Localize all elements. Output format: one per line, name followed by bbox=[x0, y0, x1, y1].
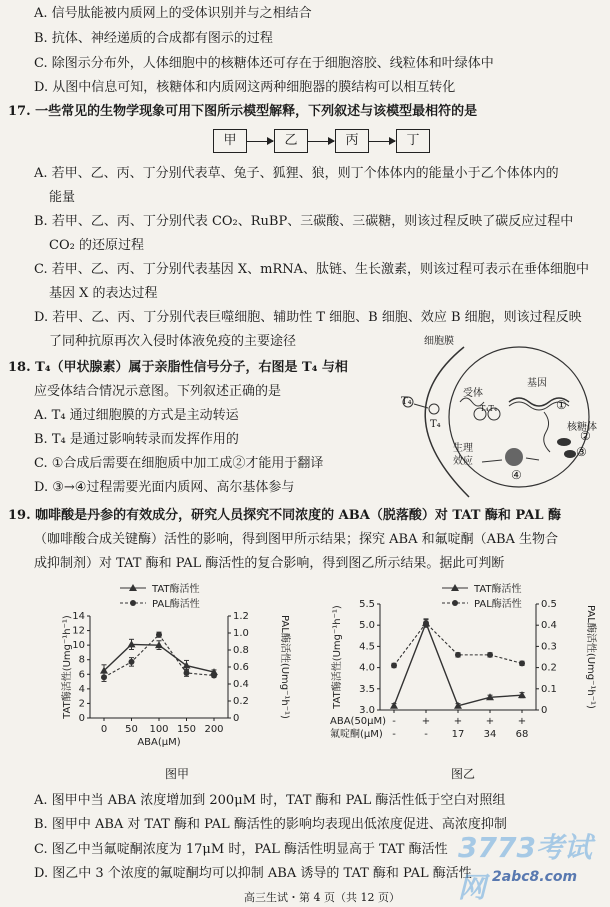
q16-option-d: D. 从图中信息可知，核糖体和内质网这两种细胞器的膜结构可以相互转化 bbox=[34, 80, 456, 95]
chart-yi-point-pal bbox=[487, 652, 493, 658]
q19-stem-2: （咖啡酸合成关键酶）活性的影响，得到图甲所示结果；探究 ABA 和氟啶酮（ABA 生物合 bbox=[34, 532, 559, 547]
chart-jia-ytick-left-label: 4 bbox=[78, 683, 85, 695]
arrow-to-effect bbox=[482, 460, 502, 462]
ribosome-2 bbox=[564, 450, 576, 458]
q19-option-c: C. 图乙中当氟啶酮浓度为 17μM 时，PAL 酶活性明显高于 TAT 酶活性 bbox=[34, 842, 448, 857]
arrow-to-protein bbox=[526, 458, 539, 460]
mrna-path bbox=[544, 412, 550, 452]
chart-yi-xrow-value: - bbox=[392, 716, 396, 727]
chart-jia-ylabel-right: PAL酶活性(Umg⁻¹h⁻¹) bbox=[279, 615, 290, 719]
chart-yi bbox=[330, 580, 602, 764]
chart-yi-xrow-value: + bbox=[421, 716, 431, 727]
q18-option-b: B. T₄ 是通过影响转录而发挥作用的 bbox=[34, 432, 239, 447]
q17-option-c-cont: 基因 X 的表达过程 bbox=[49, 286, 158, 301]
chart-jia bbox=[60, 580, 310, 764]
chart-jia-xtick-label: 100 bbox=[149, 724, 169, 735]
chart-yi-ytick-left-label: 3.0 bbox=[359, 705, 375, 716]
label-t4-inside: T₄ bbox=[430, 419, 441, 430]
q17-option-b-cont: CO₂ 的还原过程 bbox=[49, 238, 144, 253]
chart-jia-ytick-left-label: 12 bbox=[72, 625, 85, 637]
chart-yi-legend-label: PAL酶活性 bbox=[474, 599, 522, 610]
chart-yi-ytick-left-label: 3.5 bbox=[359, 683, 375, 695]
q19-option-a: A. 图甲中当 ABA 浓度增加到 200μM 时，TAT 酶和 PAL 酶活性低于空白对照组 bbox=[34, 793, 506, 808]
q17-stem: 17. 一些常见的生物学现象可用下图所示模型解释，下列叙述与该模型最相符的是 bbox=[8, 104, 478, 119]
q18-option-d: D. ③→④过程需要光面内质网、高尔基体参与 bbox=[34, 480, 295, 495]
q19-stem-1: 19. 咖啡酸是丹参的有效成分，研究人员探究不同浓度的 ABA（脱落酸）对 TAT 酶和 PAL 酶 bbox=[8, 508, 562, 523]
q17-box-jia: 甲 bbox=[213, 129, 247, 153]
q16-option-a: A. 信号肽能被内质网上的受体识别并与之相结合 bbox=[34, 6, 312, 21]
chart-jia-xlabel: ABA(μM) bbox=[137, 737, 181, 748]
chart-yi-xrow-value: - bbox=[392, 729, 396, 740]
watermark-brand: 3773考试网 bbox=[458, 831, 592, 904]
chart-yi-ytick-right-label: 0.5 bbox=[541, 599, 557, 610]
chart-jia-ytick-right-label: 0.2 bbox=[233, 696, 249, 707]
chart-jia-ytick-left-label: 0 bbox=[78, 713, 85, 724]
chart-jia-point-pal bbox=[101, 674, 107, 680]
label-receptor: 受体 bbox=[463, 388, 483, 399]
chart-yi-xrow-value: 34 bbox=[483, 729, 497, 740]
chart-jia-point-pal bbox=[211, 673, 217, 679]
q17-option-a-cont: 能量 bbox=[49, 190, 76, 205]
chart-jia-ytick-right-label: 0 bbox=[233, 713, 240, 724]
chart-yi-ylabel-left: TAT酶活性(Umg⁻¹h⁻¹) bbox=[332, 605, 343, 709]
q18-option-c: C. ①合成后需要在细胞质中加工成②才能用于翻译 bbox=[34, 456, 324, 471]
q17-option-c: C. 若甲、乙、丙、丁分别代表基因 X、mRNA、肽链、生长激素，则该过程可表示在垂体细胞中 bbox=[34, 262, 590, 277]
q18-stem-2: 应受体结合情况示意图。下列叙述正确的是 bbox=[34, 384, 282, 399]
label-n1: ① bbox=[556, 398, 567, 412]
q19-stem-3: 成抑制剂）对 TAT 酶和 PAL 酶活性的复合影响，得到图乙所示结果。据此可判断 bbox=[34, 556, 505, 571]
q17-arrow-3 bbox=[368, 141, 395, 142]
label-ribosome: 核糖体 bbox=[567, 422, 597, 433]
chart-jia-xtick-label: 150 bbox=[176, 724, 197, 735]
chart-jia-point-pal bbox=[129, 659, 135, 665]
chart-yi-xrow-value: 68 bbox=[515, 729, 529, 740]
chart-yi-ytick-right-label: 0.2 bbox=[541, 662, 557, 674]
q17-arrow-1 bbox=[246, 141, 273, 142]
chart-yi-ytick-right-label: 0.4 bbox=[541, 620, 557, 632]
q17-option-d-cont: 了同种抗原再次入侵时体液免疫的主要途径 bbox=[49, 334, 297, 349]
chart-jia-legend-label: PAL酶活性 bbox=[152, 599, 200, 610]
chart-yi-xrow-value: + bbox=[517, 716, 527, 727]
chart-jia-ytick-left-label: 14 bbox=[72, 611, 85, 622]
q16-option-c: C. 除图示分布外，人体细胞中的核糖体还可存在于细胞溶胶、线粒体和叶绿体中 bbox=[34, 56, 494, 71]
q17-option-a: A. 若甲、乙、丙、丁分别代表草、兔子、狐狸、狼，则丁个体体内的能量小于乙个体体内的 bbox=[34, 166, 559, 181]
chart-jia-ytick-left-label: 2 bbox=[78, 698, 85, 710]
chart-yi-xrow-value: - bbox=[424, 729, 428, 740]
watermark-url: 2abc8.com bbox=[492, 869, 578, 885]
chart-yi-ytick-right-label: 0.1 bbox=[541, 683, 557, 695]
t4-inside-dot bbox=[429, 404, 439, 414]
chart-yi-point-pal bbox=[423, 620, 429, 626]
chart-yi-legend-marker bbox=[452, 600, 458, 606]
q19-option-b: B. 图甲中 ABA 对 TAT 酶和 PAL 酶活性的影响均表现出低浓度促进、高浓度抑制 bbox=[34, 817, 507, 832]
q19-option-d: D. 图乙中 3 个浓度的氟啶酮均可以抑制 ABA 诱导的 TAT 酶和 PAL 酶活性 bbox=[34, 866, 472, 881]
chart-yi-ylabel-right: PAL酶活性(Umg⁻¹h⁻¹) bbox=[585, 605, 596, 709]
chart-yi-caption: 图乙 bbox=[451, 767, 476, 781]
q18-stem-1: 18. T₄（甲状腺素）属于亲脂性信号分子，右图是 T₄ 与相 bbox=[8, 360, 348, 375]
q17-arrow-2 bbox=[307, 141, 334, 142]
page-footer: 高三生试・第 4 页（共 12 页） bbox=[244, 891, 400, 904]
chart-jia-ylabel-left: TAT酶活性(Umg⁻¹h⁻¹) bbox=[62, 615, 73, 719]
label-n2: ② bbox=[580, 429, 591, 443]
q18-option-a: A. T₄ 通过细胞膜的方式是主动转运 bbox=[34, 408, 239, 423]
q17-box-yi: 乙 bbox=[274, 129, 308, 153]
cell-diagram bbox=[394, 332, 604, 502]
chart-yi-point-pal bbox=[455, 652, 461, 658]
chart-yi-point-pal bbox=[519, 660, 525, 666]
label-gene: 基因 bbox=[527, 378, 547, 389]
chart-jia-legend-marker bbox=[130, 600, 136, 606]
label-physio-effect: 生理 效应 bbox=[453, 443, 473, 467]
chart-jia-ytick-right-label: 1.0 bbox=[233, 628, 249, 639]
chart-jia-xtick-label: 200 bbox=[204, 724, 224, 735]
chart-jia-ytick-left-label: 10 bbox=[72, 640, 85, 652]
chart-jia-xtick-label: 0 bbox=[100, 724, 108, 735]
chart-jia-point-tat bbox=[183, 662, 191, 669]
chart-yi-ytick-left-label: 5.5 bbox=[359, 599, 375, 610]
chart-jia-ytick-left-label: 8 bbox=[78, 654, 85, 666]
ribosome-1 bbox=[557, 438, 571, 446]
q17-option-d: D. 若甲、乙、丙、丁分别代表巨噬细胞、辅助性 T 细胞、B 细胞、效应 B 细胞，则该过程反映 bbox=[34, 310, 582, 325]
chart-yi-ytick-left-label: 5.0 bbox=[359, 620, 375, 632]
chart-jia-caption: 图甲 bbox=[165, 767, 190, 781]
q17-box-bing: 丙 bbox=[335, 129, 369, 153]
chart-jia-point-pal bbox=[184, 670, 190, 676]
chart-yi-ytick-left-label: 4.0 bbox=[359, 662, 375, 674]
label-t4-complex: T₄T₄ bbox=[480, 404, 498, 413]
chart-jia-ytick-right-label: 1.2 bbox=[233, 611, 249, 622]
label-n4: ④ bbox=[511, 468, 522, 482]
chart-yi-xrow-value: 17 bbox=[451, 729, 465, 740]
chart-jia-ytick-left-label: 6 bbox=[78, 669, 85, 681]
chart-yi-point-pal bbox=[391, 662, 397, 668]
chart-yi-ytick-left-label: 4.5 bbox=[359, 641, 375, 653]
chart-jia-xtick-label: 50 bbox=[125, 724, 138, 735]
chart-yi-point-tat bbox=[390, 702, 398, 709]
chart-yi-series-line-0 bbox=[394, 623, 522, 706]
chart-yi-ytick-right-label: 0 bbox=[541, 705, 548, 716]
chart-yi-series-line-1 bbox=[394, 623, 522, 665]
q17-option-b: B. 若甲、乙、丙、丁分别代表 CO₂、RuBP、三碳酸、三碳糖，则该过程反映了碳反应过程中 bbox=[34, 214, 574, 229]
chart-yi-xrow-value: + bbox=[485, 716, 495, 727]
q17-box-ding: 丁 bbox=[396, 129, 430, 153]
label-t4-outside: T₄ bbox=[401, 396, 412, 407]
chart-yi-xrow-label: ABA(50μM) bbox=[330, 716, 387, 727]
protein-blob bbox=[505, 448, 523, 466]
q16-option-b: B. 抗体、神经递质的合成都有图示的过程 bbox=[34, 31, 273, 46]
label-n3: ③ bbox=[576, 445, 587, 459]
label-cell-membrane: 细胞膜 bbox=[424, 336, 454, 347]
chart-yi-ytick-right-label: 0.3 bbox=[541, 641, 557, 653]
chart-jia-point-pal bbox=[156, 632, 162, 638]
chart-jia-ytick-right-label: 0.6 bbox=[233, 662, 249, 673]
chart-jia-ytick-right-label: 0.4 bbox=[233, 679, 249, 690]
chart-jia-legend-label: TAT酶活性 bbox=[152, 584, 200, 595]
chart-jia-ytick-right-label: 0.8 bbox=[233, 645, 249, 656]
chart-yi-xrow-label: 氟啶酮(μM) bbox=[330, 729, 383, 740]
chart-yi-xrow-value: + bbox=[453, 716, 463, 727]
chart-yi-legend-label: TAT酶活性 bbox=[474, 584, 522, 595]
